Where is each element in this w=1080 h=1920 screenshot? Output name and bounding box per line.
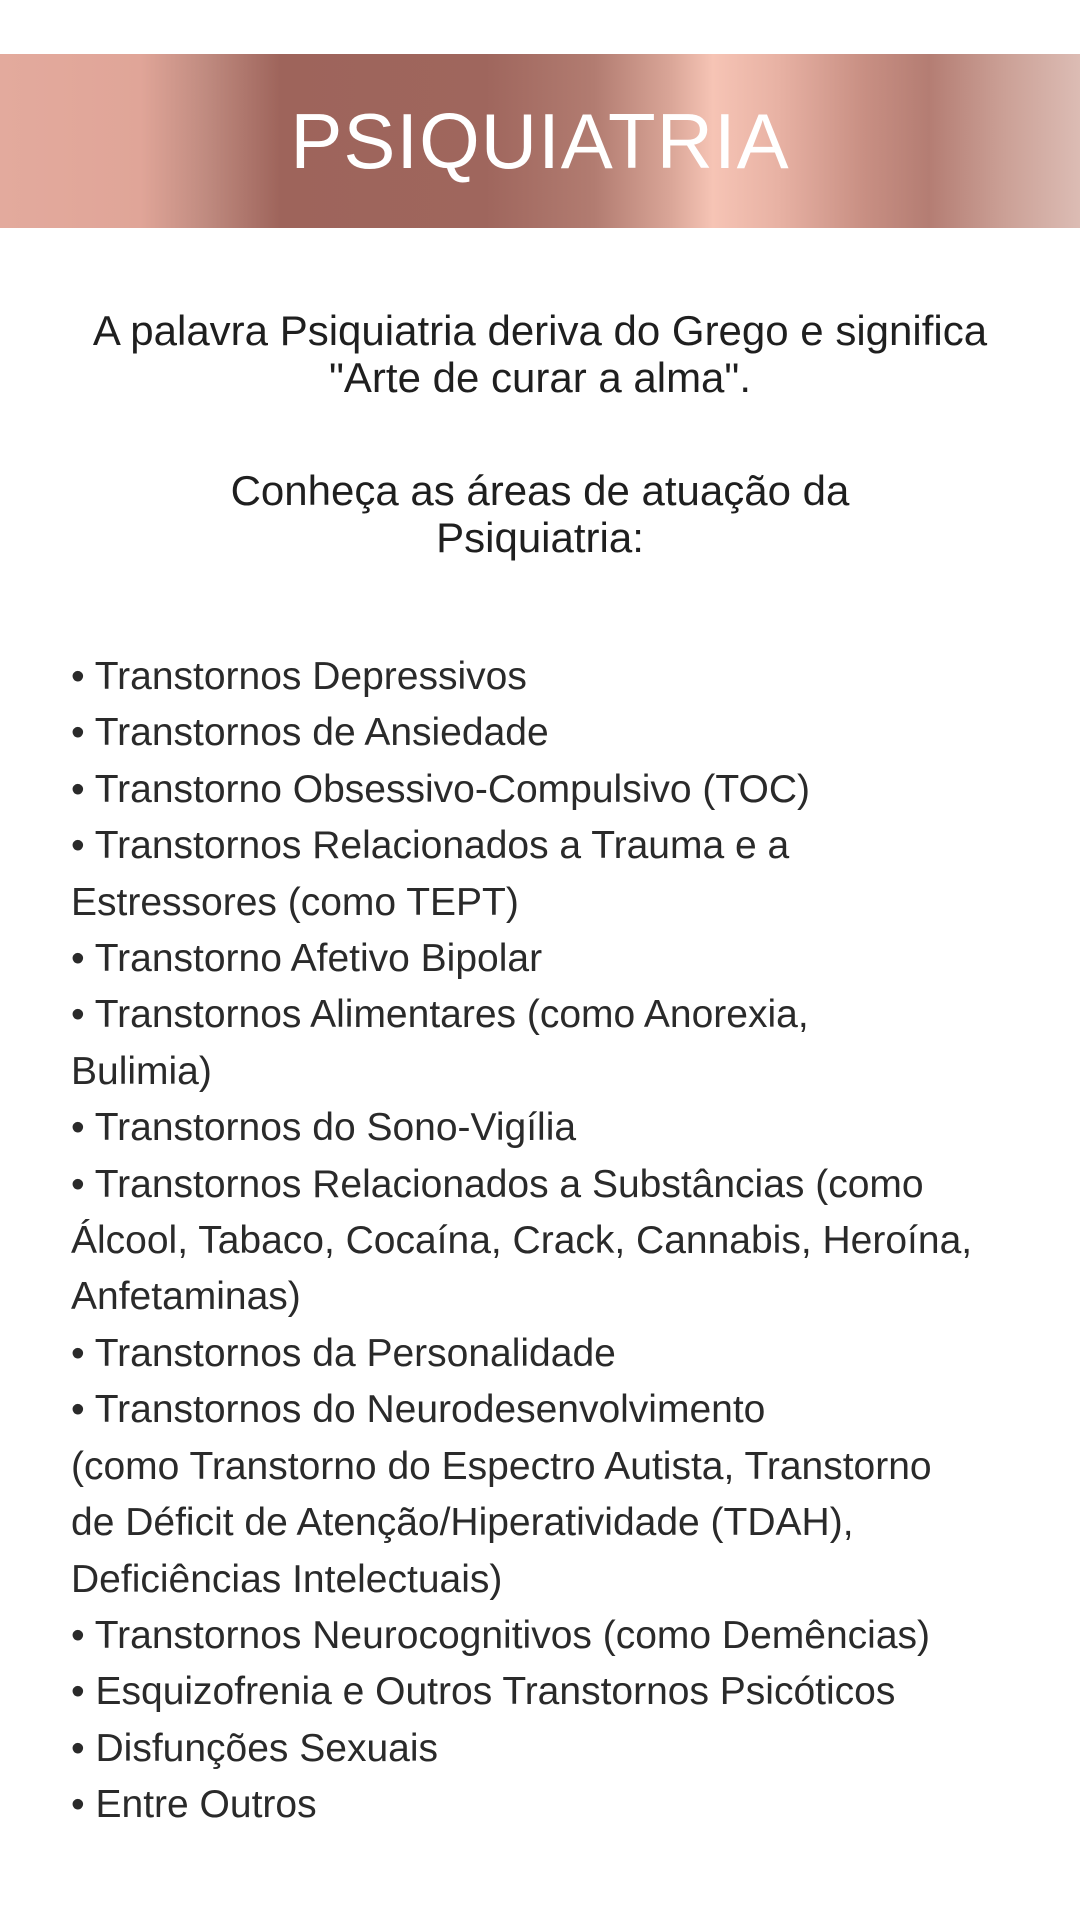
list-item-line: • Transtornos de Ansiedade <box>71 711 549 755</box>
list-item-line: • Transtornos do Sono-Vigília <box>71 1106 577 1150</box>
areas-list <box>71 649 1051 1834</box>
list-item <box>71 1157 1051 1326</box>
list-item-line: Bulimia) <box>71 1049 212 1093</box>
list-item-line: • Entre Outros <box>71 1783 317 1827</box>
heading-line: Conheça as áreas de atuação da <box>230 467 850 514</box>
list-item-line: de Déficit de Atenção/Hiperatividade (TDAH), <box>71 1501 854 1545</box>
list-item <box>71 1608 1051 1664</box>
list-item-line: • Transtorno Afetivo Bipolar <box>71 937 543 981</box>
list-item <box>71 1326 1051 1382</box>
list-item <box>71 1382 1051 1608</box>
list-item-line: • Transtornos Depressivos <box>71 655 527 698</box>
list-item-line: • Transtornos Neurocognitivos (como Demências) <box>71 1613 930 1657</box>
list-item-line: • Transtornos Alimentares (como Anorexia, <box>71 993 809 1037</box>
list-item-line: Estressores (como TEPT) <box>71 880 519 924</box>
list-item <box>71 1721 1051 1777</box>
list-item-line: • Transtorno Obsessivo-Compulsivo (TOC) <box>71 767 810 811</box>
list-item-line: Anfetaminas) <box>71 1275 301 1319</box>
list-item-line: Deficiências Intelectuais) <box>71 1557 503 1601</box>
list-item-line: • Transtornos Relacionados a Substâncias (como <box>71 1162 924 1206</box>
intro-line: "Arte de curar a alma". <box>329 354 751 401</box>
intro-paragraph <box>0 307 1080 401</box>
intro-line: A palavra Psiquiatria deriva do Grego e significa <box>92 307 988 354</box>
list-item <box>71 762 1051 818</box>
title-banner <box>0 54 1080 228</box>
heading-line: Psiquiatria: <box>436 514 644 561</box>
list-item-line: (como Transtorno do Espectro Autista, Transtorno <box>71 1444 932 1488</box>
list-item <box>71 1777 1051 1833</box>
list-item-line: • Transtornos Relacionados a Trauma e a <box>71 824 790 868</box>
list-item <box>71 705 1051 761</box>
list-item-line: • Esquizofrenia e Outros Transtornos Psicóticos <box>71 1670 896 1714</box>
list-item <box>71 931 1051 987</box>
list-item-line: • Disfunções Sexuais <box>71 1726 438 1770</box>
list-item <box>71 818 1051 931</box>
list-item-line: • Transtornos do Neurodesenvolvimento <box>71 1388 766 1432</box>
page-title: PSIQUIATRIA <box>290 97 790 185</box>
list-item-line: • Transtornos da Personalidade <box>71 1331 616 1375</box>
areas-heading <box>0 467 1080 561</box>
list-item-line: Álcool, Tabaco, Cocaína, Crack, Cannabis, Heroína, <box>71 1219 973 1263</box>
list-item <box>71 649 1051 705</box>
list-item <box>71 1100 1051 1156</box>
list-item <box>71 987 1051 1100</box>
list-item <box>71 1664 1051 1720</box>
